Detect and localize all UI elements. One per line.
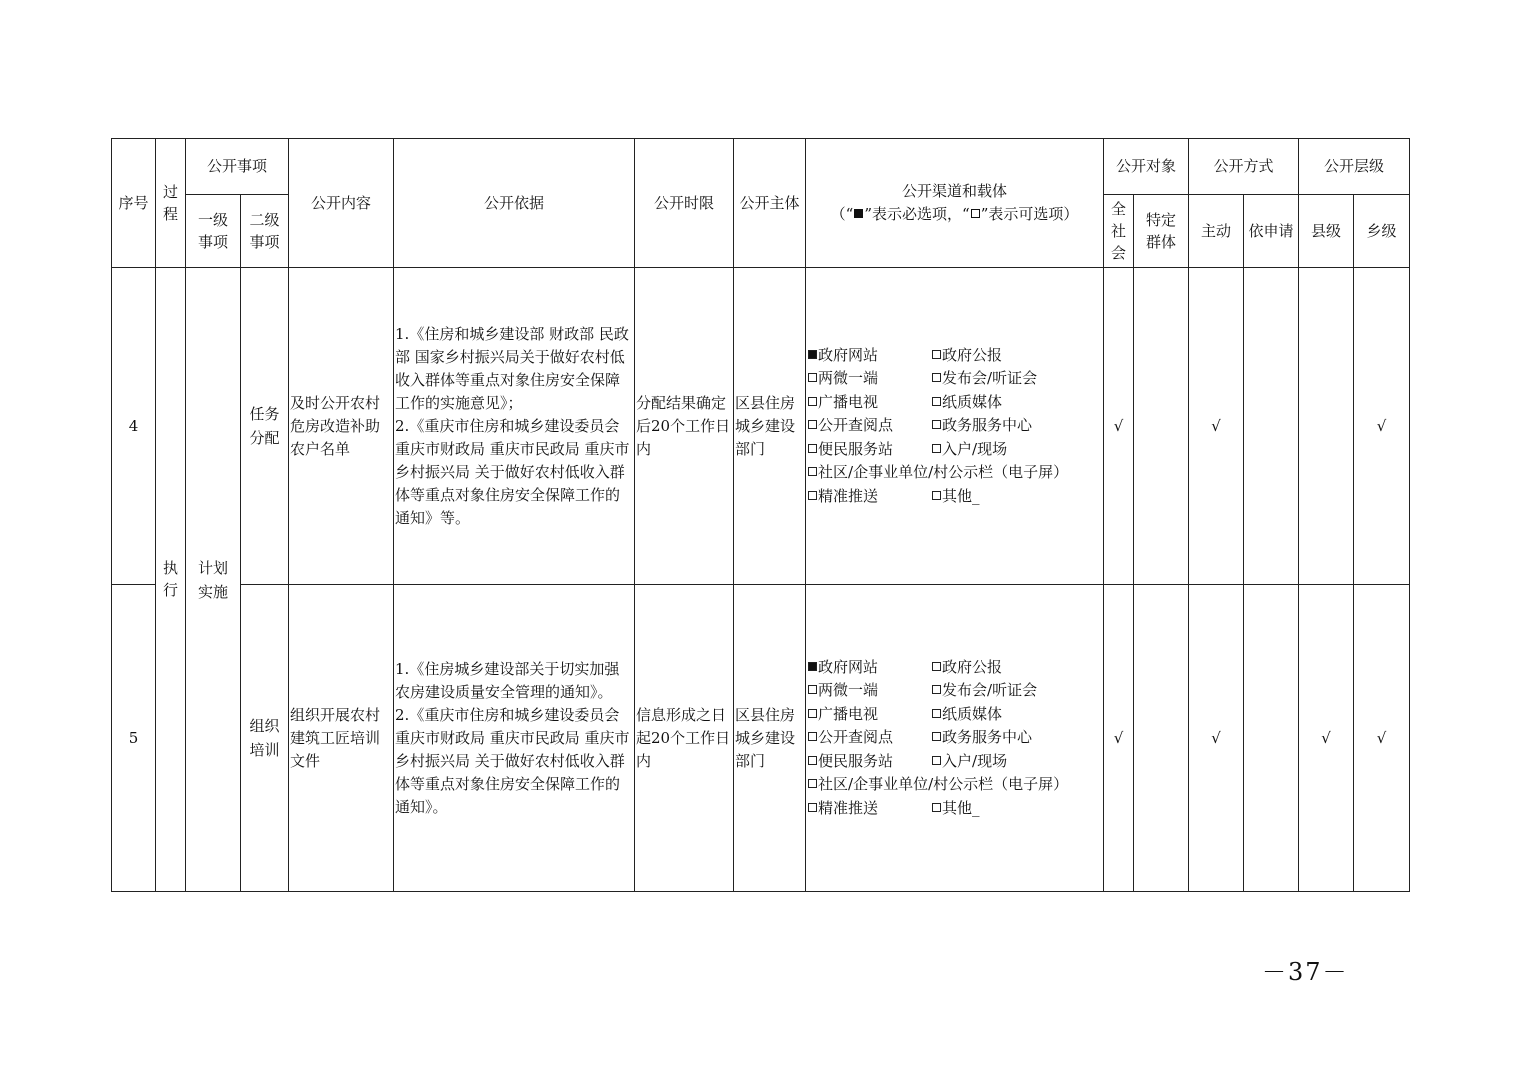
row-level2: 任务分配 — [241, 268, 289, 585]
row-channels — [806, 585, 1104, 892]
checkbox-icon — [932, 756, 941, 765]
channel-item: 政务服务中心 — [932, 414, 1102, 438]
required-square-icon — [854, 209, 863, 218]
channel-item: 两微一端 — [808, 679, 932, 703]
checkbox-icon — [932, 732, 941, 741]
channel-item: 广播电视 — [808, 391, 932, 415]
checkbox-icon — [932, 491, 941, 500]
row-level-town: √ — [1354, 268, 1410, 585]
channel-item: 广播电视 — [808, 703, 932, 727]
row-seq: 4 — [112, 268, 156, 585]
table-row — [112, 585, 1410, 892]
header-items-group: 公开事项 — [186, 139, 289, 195]
checkbox-icon — [808, 491, 817, 500]
channel-list — [806, 656, 1103, 821]
checkbox-icon — [808, 420, 817, 429]
channel-item: 便民服务站 — [808, 750, 932, 774]
header-subject: 公开主体 — [734, 139, 806, 268]
channel-item: 公开查阅点 — [808, 726, 932, 750]
checkbox-icon — [808, 779, 817, 788]
checkbox-icon — [932, 397, 941, 406]
checkbox-icon — [808, 685, 817, 694]
checkbox-filled-icon — [808, 662, 817, 671]
process-cell: 执行 — [156, 268, 186, 892]
channel-item: 社区/企事业单位/村公示栏（电子屏） — [808, 461, 1102, 485]
channel-item: 政府公报 — [932, 344, 1102, 368]
checkbox-icon — [808, 732, 817, 741]
channel-note: （“ ”表示必选项，“ ”表示可选项） — [830, 205, 1079, 223]
channel-item: 政府网站 — [808, 344, 932, 368]
row-target-specific — [1134, 585, 1189, 892]
checkbox-icon — [808, 756, 817, 765]
row-method-request — [1244, 268, 1299, 585]
header-level-group: 公开层级 — [1299, 139, 1410, 195]
row-method-active: √ — [1189, 268, 1244, 585]
channel-item: 公开查阅点 — [808, 414, 932, 438]
row-target-specific — [1134, 268, 1189, 585]
header-target-specific: 特定群体 — [1134, 195, 1189, 268]
table-row — [112, 268, 1410, 585]
row-time-limit: 信息形成之日起20个工作日内 — [635, 585, 734, 892]
row-basis: 1.《住房城乡建设部关于切实加强农房建设质量安全管理的通知》。 2.《重庆市住房和城乡建设委员会 重庆市财政局 重庆市民政局 重庆市乡村振兴局 关于做好农村低收入群体等重点对象住房安全保障工作的通知》。 — [394, 585, 635, 892]
row-level2: 组织培训 — [241, 585, 289, 892]
channel-item: 政府公报 — [932, 656, 1102, 680]
channel-item: 政务服务中心 — [932, 726, 1102, 750]
row-target-all: √ — [1104, 585, 1134, 892]
checkbox-icon — [808, 467, 817, 476]
checkbox-icon — [808, 397, 817, 406]
row-target-all: √ — [1104, 268, 1134, 585]
header-target-group: 公开对象 — [1104, 139, 1189, 195]
row-seq: 5 — [112, 585, 156, 892]
header-method-group: 公开方式 — [1189, 139, 1299, 195]
channel-item: 入户/现场 — [932, 750, 1102, 774]
row-method-active: √ — [1189, 585, 1244, 892]
checkbox-icon — [932, 685, 941, 694]
channel-item: 纸质媒体 — [932, 391, 1102, 415]
channel-item: 发布会/听证会 — [932, 679, 1102, 703]
channel-item: 精准推送 — [808, 485, 932, 509]
row-time-limit: 分配结果确定后20个工作日内 — [635, 268, 734, 585]
channel-title: 公开渠道和载体 — [902, 182, 1008, 200]
channel-item: 社区/企事业单位/村公示栏（电子屏） — [808, 773, 1102, 797]
channel-item: 入户/现场 — [932, 438, 1102, 462]
row-basis: 1.《住房和城乡建设部 财政部 民政部 国家乡村振兴局关于做好农村低收入群体等重点对象住房安全保障工作的实施意见》； 2.《重庆市住房和城乡建设委员会 重庆市财政局 重庆市民政局 重庆市乡村振兴局 关于做好农村低收入群体等重点对象住房安全保障工作的通知》等。 — [394, 268, 635, 585]
header-target-all: 全社会 — [1104, 195, 1134, 268]
row-level-county: √ — [1299, 585, 1354, 892]
header-process: 过程 — [156, 139, 186, 268]
header-level-town: 乡级 — [1354, 195, 1410, 268]
header-level2: 二级事项 — [241, 195, 289, 268]
channel-item: 其他_ — [932, 485, 1102, 509]
channel-item: 发布会/听证会 — [932, 367, 1102, 391]
checkbox-icon — [808, 709, 817, 718]
row-channels — [806, 268, 1104, 585]
header-level-county: 县级 — [1299, 195, 1354, 268]
row-content: 及时公开农村危房改造补助农户名单 — [289, 268, 394, 585]
channel-item: 两微一端 — [808, 367, 932, 391]
disclosure-table — [111, 138, 1410, 892]
header-content: 公开内容 — [289, 139, 394, 268]
checkbox-icon — [932, 709, 941, 718]
header-method-active: 主动 — [1189, 195, 1244, 268]
checkbox-icon — [808, 373, 817, 382]
row-subject: 区县住房城乡建设部门 — [734, 585, 806, 892]
optional-square-icon — [971, 209, 980, 218]
row-content: 组织开展农村建筑工匠培训文件 — [289, 585, 394, 892]
header-time-limit: 公开时限 — [635, 139, 734, 268]
header-level1: 一级事项 — [186, 195, 241, 268]
channel-item: 政府网站 — [808, 656, 932, 680]
row-subject: 区县住房城乡建设部门 — [734, 268, 806, 585]
checkbox-icon — [932, 420, 941, 429]
page-number: －37－ — [1262, 958, 1349, 986]
checkbox-icon — [932, 373, 941, 382]
checkbox-icon — [808, 444, 817, 453]
channel-item: 其他_ — [932, 797, 1102, 821]
header-channel — [806, 139, 1104, 268]
checkbox-icon — [808, 803, 817, 812]
checkbox-icon — [932, 662, 941, 671]
channel-item: 纸质媒体 — [932, 703, 1102, 727]
row-level-town: √ — [1354, 585, 1410, 892]
checkbox-filled-icon — [808, 350, 817, 359]
level1-cell: 计划实施 — [186, 268, 241, 892]
header-method-request: 依申请 — [1244, 195, 1299, 268]
channel-item: 精准推送 — [808, 797, 932, 821]
channel-item: 便民服务站 — [808, 438, 932, 462]
checkbox-icon — [932, 803, 941, 812]
row-method-request — [1244, 585, 1299, 892]
channel-list — [806, 344, 1103, 509]
header-basis: 公开依据 — [394, 139, 635, 268]
checkbox-icon — [932, 444, 941, 453]
header-seq: 序号 — [112, 139, 156, 268]
checkbox-icon — [932, 350, 941, 359]
row-level-county — [1299, 268, 1354, 585]
